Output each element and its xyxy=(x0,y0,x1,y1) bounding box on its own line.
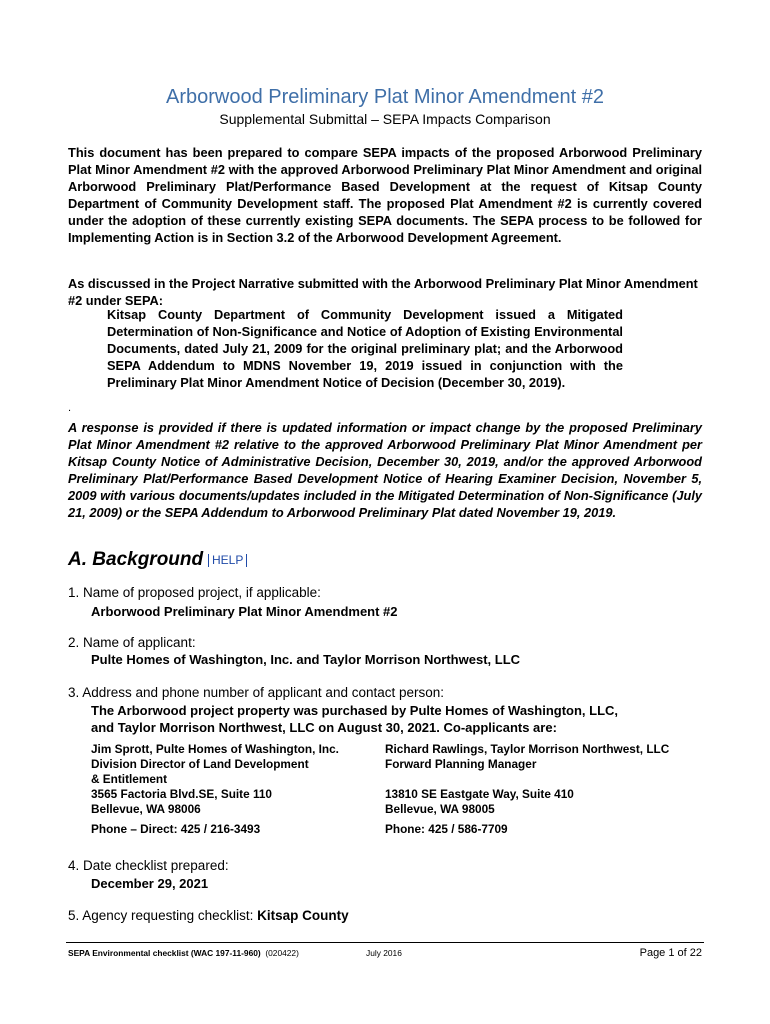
question-5 xyxy=(68,908,349,923)
contact-right-name: Richard Rawlings, Taylor Morrison Northwest, LLC xyxy=(385,742,670,756)
contact-left-title-2: & Entitlement xyxy=(91,772,168,786)
answer-3 xyxy=(91,702,618,736)
contact-left-phone: Phone – Direct: 425 / 216-3493 xyxy=(91,822,261,836)
narrative-paragraph: As discussed in the Project Narrative submitted with the Arborwood Preliminary Plat Minor Amendment #2 under SEPA: xyxy=(68,276,698,308)
contact-right-phone: Phone: 425 / 586-7709 xyxy=(385,822,508,836)
narrative-quote: Kitsap County Department of Community Development issued a Mitigated Determination of Non-Significance and Notice of Adoption of Existing Environmental Documents, dated July 21, 2009 for the original preliminary plat; and the Arborwood SEPA Addendum to MDNS November 19, 2019 issued in conjunction with the Preliminary Plat Minor Amendment Notice of Decision (December 30, 2019). xyxy=(107,307,623,390)
question-2: 2. Name of applicant: xyxy=(68,635,196,650)
help-link[interactable]: HELP xyxy=(208,554,247,567)
stray-period: . xyxy=(68,402,72,414)
contact-right xyxy=(385,742,705,817)
question-5-label: 5. Agency requesting checklist: xyxy=(68,908,258,923)
answer-5: Kitsap County xyxy=(257,908,349,923)
document-subtitle: Supplemental Submittal – SEPA Impacts Comparison xyxy=(219,111,551,127)
contact-right-address: 13810 SE Eastgate Way, Suite 410 xyxy=(385,787,574,801)
answer-3-line-2: and Taylor Morrison Northwest, LLC on August 30, 2021. Co-applicants are: xyxy=(91,720,557,735)
contact-left-name: Jim Sprott, Pulte Homes of Washington, Inc. xyxy=(91,742,339,756)
contact-left-title: Division Director of Land Development xyxy=(91,757,309,771)
document-title: Arborwood Preliminary Plat Minor Amendment #2 xyxy=(166,86,604,108)
answer-4: December 29, 2021 xyxy=(91,876,209,891)
answer-3-line-1: The Arborwood project property was purchased by Pulte Homes of Washington, LLC, xyxy=(91,703,619,718)
response-note: A response is provided if there is updated information or impact change by the proposed Preliminary Plat Minor Amendment #2 relative to the approved Arborwood Preliminary Plat Minor Amendment per Kitsap County Notice of Administrative Decision, December 30, 2019, and/or the approved Arborwood Preliminary Plat/Performance Based Development Notice of Hearing Examiner Decision, November 5, 2009 with various documents/updates included in the Mitigated Determination of Non-Significance (July 21, 2009) or the SEPA Addendum to Arborwood Preliminary Plat dated November 19, 2019. xyxy=(68,420,702,520)
footer-checklist-title: SEPA Environmental checklist (WAC 197-11-960) xyxy=(68,948,261,958)
contact-left-address: 3565 Factoria Blvd.SE, Suite 110 xyxy=(91,787,272,801)
contact-left xyxy=(91,742,371,817)
intro-paragraph: This document has been prepared to compare SEPA impacts of the proposed Arborwood Preliminary Plat Minor Amendment #2 with the approved Arborwood Preliminary Plat Minor Amendment and original Arborwood Preliminary Plat/Performance Based Development at the request of Kitsap County Department of Community Development staff. The proposed Plat Amendment #2 is currently covered under the adoption of these currently existing SEPA documents. The SEPA process to be followed for Implementing Action is in Section 3.2 of the Arborwood Development Agreement. xyxy=(68,145,702,245)
footer-date: July 2016 xyxy=(366,948,402,958)
contact-right-city: Bellevue, WA 98005 xyxy=(385,802,495,816)
answer-2: Pulte Homes of Washington, Inc. and Taylor Morrison Northwest, LLC xyxy=(91,652,521,667)
contact-left-city: Bellevue, WA 98006 xyxy=(91,802,201,816)
question-1: 1. Name of proposed project, if applicable: xyxy=(68,585,321,600)
contact-right-title: Forward Planning Manager xyxy=(385,757,537,771)
section-heading-background: A. Background xyxy=(68,549,204,570)
answer-1: Arborwood Preliminary Plat Minor Amendment #2 xyxy=(91,604,398,619)
footer-checklist xyxy=(68,948,299,958)
footer-code: (020422) xyxy=(265,948,299,958)
question-3: 3. Address and phone number of applicant and contact person: xyxy=(68,685,445,700)
footer-divider xyxy=(66,942,704,943)
question-4: 4. Date checklist prepared: xyxy=(68,858,229,873)
page-number: Page 1 of 22 xyxy=(639,947,702,959)
